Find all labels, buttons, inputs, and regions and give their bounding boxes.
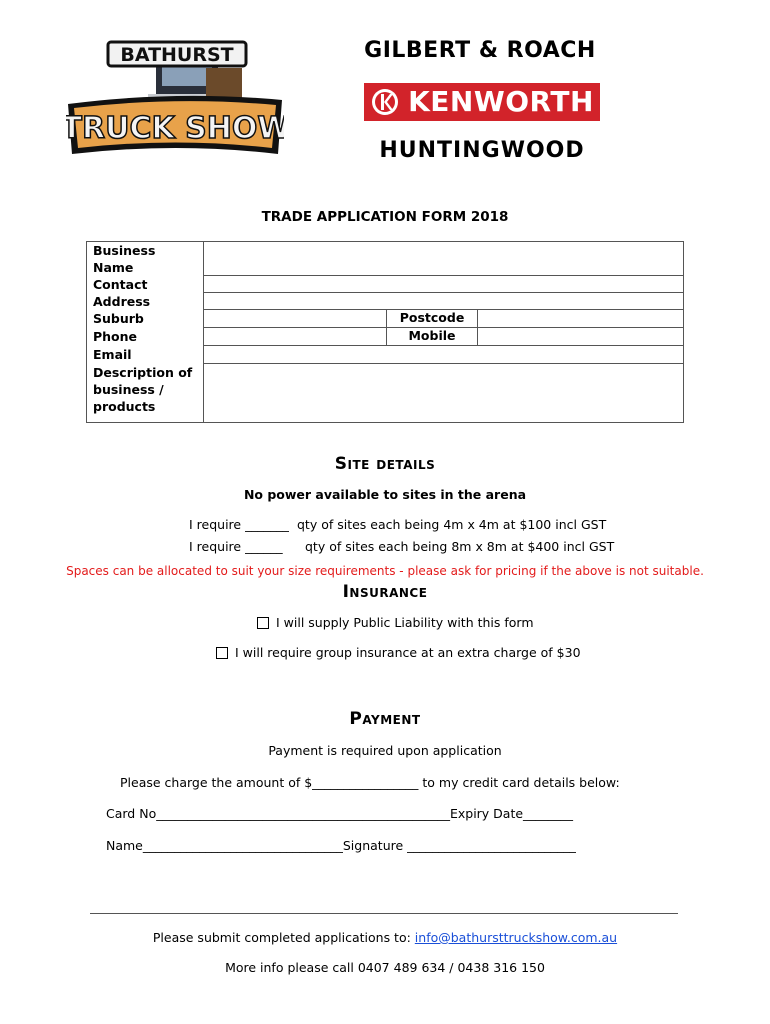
submit-prefix: Please submit completed applications to:: [152, 930, 415, 945]
form-title: TRADE APPLICATION FORM 2018: [261, 209, 509, 225]
site-qty-4m-prefix: I require _______: [189, 517, 289, 532]
power-note: No power available to sites in the arena: [243, 487, 527, 502]
charge-amount-line: Please charge the amount of $_________________ to my credit card details below:: [120, 775, 620, 790]
sponsor-huntingwood: HUNTINGWOOD: [379, 138, 585, 163]
sponsor-gilbert-roach: GILBERT & ROACH: [364, 38, 596, 63]
group-insurance-label: I will require group insurance at an extra charge of $30: [235, 645, 581, 660]
size-requirements-note: Spaces can be allocated to suit your size requirements - please ask for pricing if the above is not suitable.: [66, 564, 704, 578]
site-qty-8m-input[interactable]: [243, 539, 291, 555]
contact-email-link[interactable]: info@bathursttruckshow.com.au: [414, 930, 618, 945]
business-name-field[interactable]: [204, 242, 683, 275]
logo-bottom-text: TRUCK SHOW: [66, 111, 284, 146]
card-number-line: Card No_______________________________________________Expiry Date________: [106, 806, 574, 821]
kenworth-wordmark: KENWORTH: [408, 85, 594, 118]
footer-divider: [90, 913, 678, 914]
label-business-name: Business Name: [93, 243, 156, 275]
label-email: Email: [93, 347, 132, 362]
bathurst-truck-show-logo: [66, 38, 284, 160]
insurance-heading: Insurance: [342, 582, 428, 602]
label-phone: Phone: [93, 329, 138, 344]
public-liability-checkbox[interactable]: [257, 617, 269, 629]
label-mobile: Mobile: [408, 328, 456, 343]
payment-heading: Payment: [349, 709, 421, 729]
name-signature-line: Name________________________________Signature ___________________________: [106, 838, 576, 853]
address-field[interactable]: [204, 293, 683, 309]
site-qty-8m-text: qty of sites each being 8m x 8m at $400 incl GST: [305, 539, 615, 554]
contact-field[interactable]: [204, 276, 683, 292]
phone-field[interactable]: [204, 328, 386, 345]
site-qty-4m-input[interactable]: [243, 517, 291, 533]
label-contact: Contact: [93, 277, 148, 292]
label-address: Address: [93, 294, 151, 309]
description-field[interactable]: [204, 364, 683, 422]
more-info-phone: More info please call 0407 489 634 / 0438 316 150: [225, 960, 545, 975]
site-details-heading: Site details: [334, 454, 436, 474]
mobile-field[interactable]: [478, 328, 683, 345]
group-insurance-checkbox[interactable]: [216, 647, 228, 659]
suburb-field[interactable]: [204, 310, 386, 327]
label-description: Description of business / products: [93, 365, 193, 414]
submit-instructions: [0, 930, 770, 945]
label-postcode: Postcode: [399, 310, 465, 325]
label-suburb: Suburb: [93, 311, 144, 326]
site-qty-4m-text: qty of sites each being 4m x 4m at $100 incl GST: [297, 517, 607, 532]
postcode-field[interactable]: [478, 310, 683, 327]
kenworth-logo: [364, 83, 600, 121]
kenworth-emblem-icon: [370, 87, 400, 117]
public-liability-label: I will supply Public Liability with this form: [276, 615, 534, 630]
email-field[interactable]: [204, 346, 683, 363]
logo-top-text: BATHURST: [120, 44, 234, 66]
payment-required-text: Payment is required upon application: [268, 743, 502, 758]
site-qty-8m-prefix: I require ______: [189, 539, 283, 554]
